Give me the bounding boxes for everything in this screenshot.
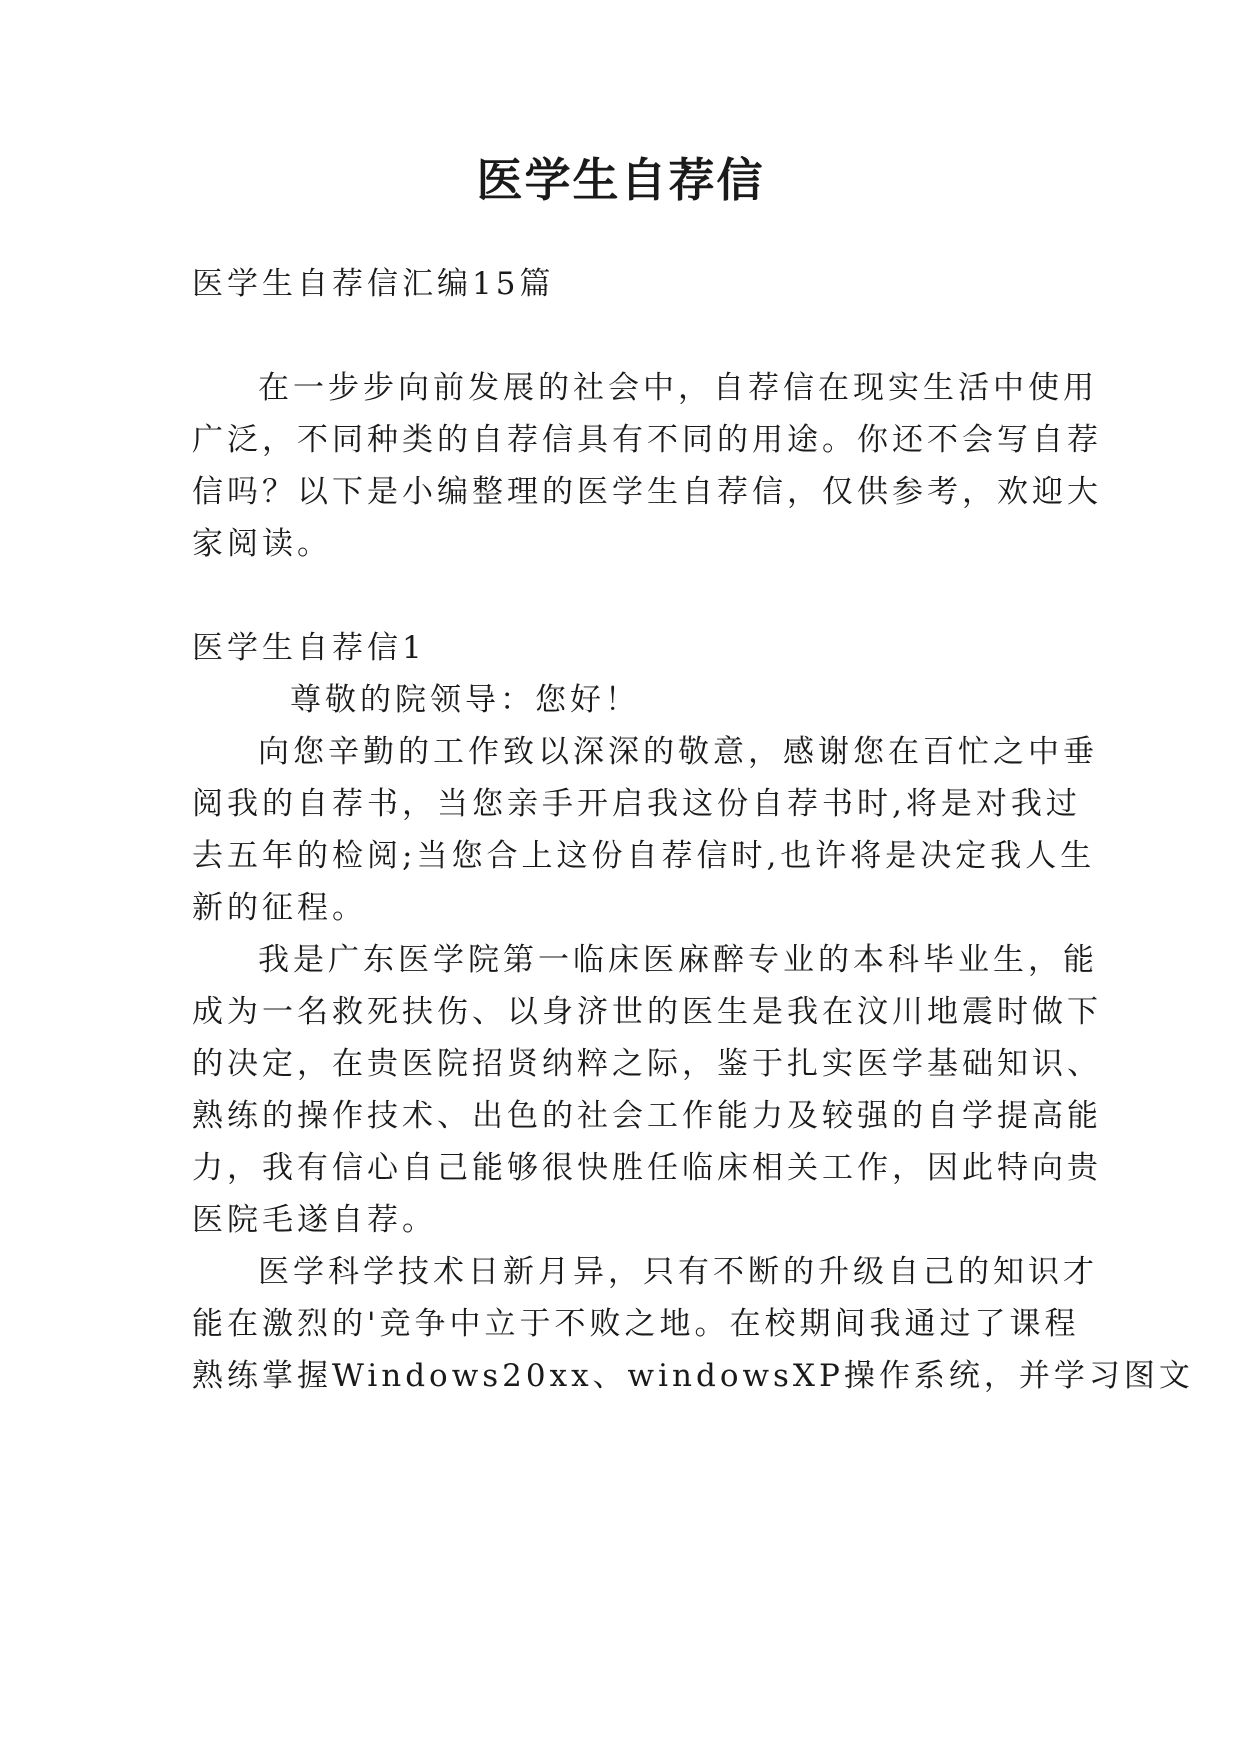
paragraph2-line: 力，我有信心自己能够很快胜任临床相关工作，因此特向贵 [192, 1150, 1102, 1186]
intro-line: 在一步步向前发展的社会中，自荐信在现实生活中使用 [258, 370, 1098, 406]
document-title: 医学生自荐信 [476, 153, 765, 207]
intro-line: 信吗？以下是小编整理的医学生自荐信，仅供参考，欢迎大 [192, 474, 1102, 510]
document-subtitle: 医学生自荐信汇编15篇 [192, 266, 555, 302]
paragraph2-line: 熟练的操作技术、出色的社会工作能力及较强的自学提高能 [192, 1098, 1102, 1134]
paragraph2-line: 的决定，在贵医院招贤纳粹之际，鉴于扎实医学基础知识、 [192, 1046, 1102, 1082]
paragraph2-line: 医院毛遂自荐。 [192, 1202, 437, 1238]
paragraph2-line: 我是广东医学院第一临床医麻醉专业的本科毕业生，能 [258, 942, 1098, 978]
paragraph1-line: 去五年的检阅;当您合上这份自荐信时,也许将是决定我人生 [192, 838, 1096, 874]
paragraph3-line: 能在激烈的'竞争中立于不败之地。在校期间我通过了课程 [192, 1306, 1080, 1342]
intro-line: 家阅读。 [192, 526, 332, 562]
section-heading: 医学生自荐信1 [192, 630, 426, 666]
paragraph1-line: 新的征程。 [192, 890, 367, 926]
paragraph3-line: 熟练掌握Windows20xx、windowsXP操作系统，并学习图文 [192, 1358, 1194, 1394]
intro-line: 广泛，不同种类的自荐信具有不同的用途。你还不会写自荐 [192, 422, 1102, 458]
paragraph2-line: 成为一名救死扶伤、以身济世的医生是我在汶川地震时做下 [192, 994, 1102, 1030]
greeting-line: 尊敬的院领导：您好！ [290, 682, 640, 718]
paragraph1-line: 阅我的自荐书，当您亲手开启我这份自荐书时,将是对我过 [192, 786, 1081, 822]
paragraph3-line: 医学科学技术日新月异，只有不断的升级自己的知识才 [258, 1254, 1098, 1290]
paragraph1-line: 向您辛勤的工作致以深深的敬意，感谢您在百忙之中垂 [258, 734, 1098, 770]
